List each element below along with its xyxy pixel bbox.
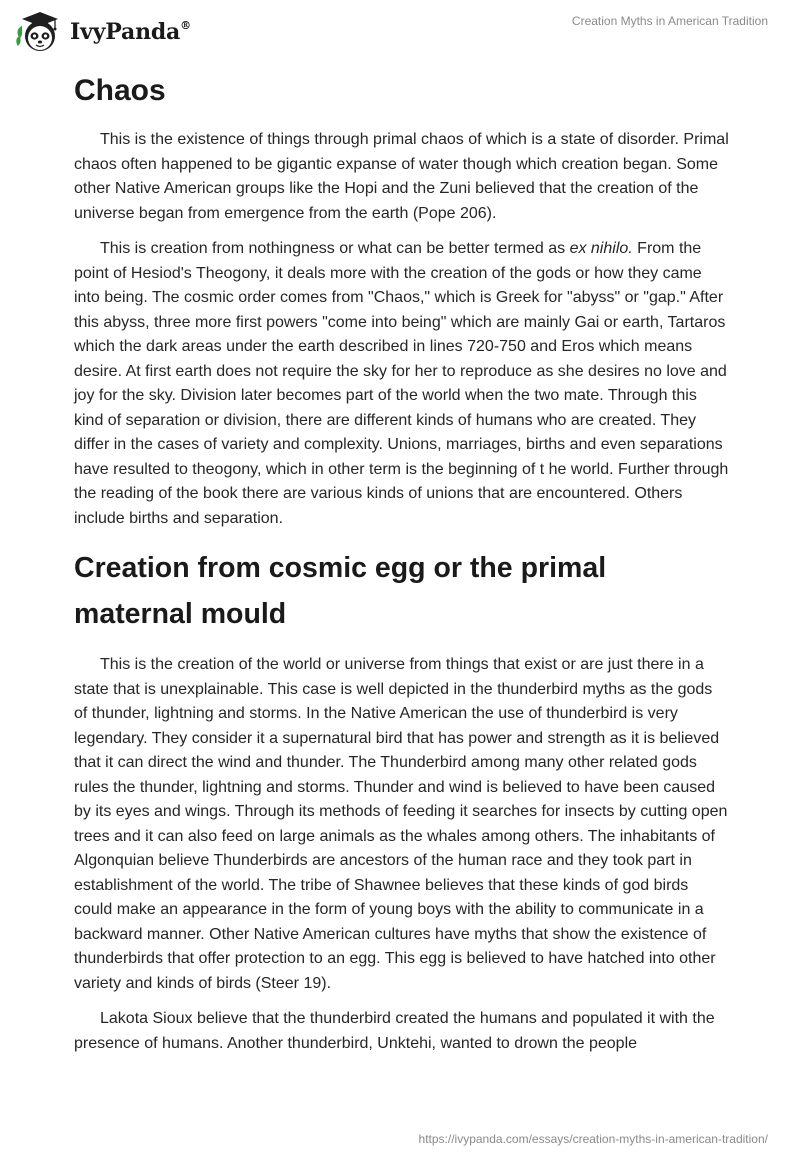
article-body <box>74 68 730 1067</box>
panda-graduation-cap-icon <box>14 8 62 56</box>
brand-logo[interactable] <box>14 8 191 56</box>
source-url[interactable]: https://ivypanda.com/essays/creation-myths-in-american-tradition/ <box>418 1132 768 1146</box>
section-heading-chaos: Chaos <box>74 74 166 107</box>
italic-term: ex nihilo. <box>569 240 633 257</box>
section-heading-cosmic-egg: Creation from cosmic egg or the primal maternal mould <box>74 552 607 630</box>
paragraph: Lakota Sioux believe that the thunderbird created the humans and populated it with the presence of humans. Another thunderbird, Unktehi, wanted to drown the people <box>74 1010 715 1052</box>
document-title: Creation Myths in American Tradition <box>571 14 768 28</box>
paragraph: This is the existence of things through primal chaos of which is a state of disorder. Primal chaos often happened to be gigantic expanse of water though which creation began. Some other Native American groups like the Hopi and the Zuni believed that the creation of the universe began from emergence from the earth (Pope 206). <box>74 131 729 222</box>
page-header <box>0 0 800 64</box>
brand-name: IvyPanda® <box>70 18 191 45</box>
paragraph: This is creation from nothingness or what can be better termed as ex nihilo. From the point of Hesiod's Theogony, it deals more with the creation of the gods or how they came into being. The cosmic order comes from "Chaos," which is Greek for "abyss" or "gap." After this abyss, three more first powers "come into being" which are mainly Gai or earth, Tartaros which the dark areas under the earth described in lines 720-750 and Eros which means desire. At first earth does not require the sky for her to reproduce as she desires no love and joy for the sky. Division later becomes part of the world when the two mate. Through this kind of separation or division, there are different kinds of humans who are created. They differ in the cases of variety and complexity. Unions, marriages, births and even separations have resulted to theogony, which in other term is the beginning of t he world. Further through the reading of the book there are various kinds of unions that are encountered. Others include births and separation. <box>74 240 729 527</box>
paragraph: This is the creation of the world or universe from things that exist or are just there in a state that is unexplainable. This case is well depicted in the thunderbird myths as the gods of thunder, lightning and storms. In the Native American the use of thunderbird is very legendary. They consider it a supernatural bird that has power and strength as it is believed that it can direct the wind and thunder. The Thunderbird among many other related gods rules the thunder, lightning and storms. Thunder and wind is believed to have been caused by its eyes and wings. Through its methods of feeding it searches for insects by cutting open trees and it can also feed on large animals as the whales among others. The inhabitants of Algonquian believe Thunderbirds are ancestors of the human race and they took part in establishment of the world. The tribe of Shawnee believes that these kinds of god birds could make an appearance in the form of young boys with the ability to communicate in a backward manner. Other Native American cultures have myths that show the existence of thunderbirds that offer protection to an egg. This egg is believed to have hatched into other variety and kinds of birds (Steer 19). <box>74 656 728 992</box>
